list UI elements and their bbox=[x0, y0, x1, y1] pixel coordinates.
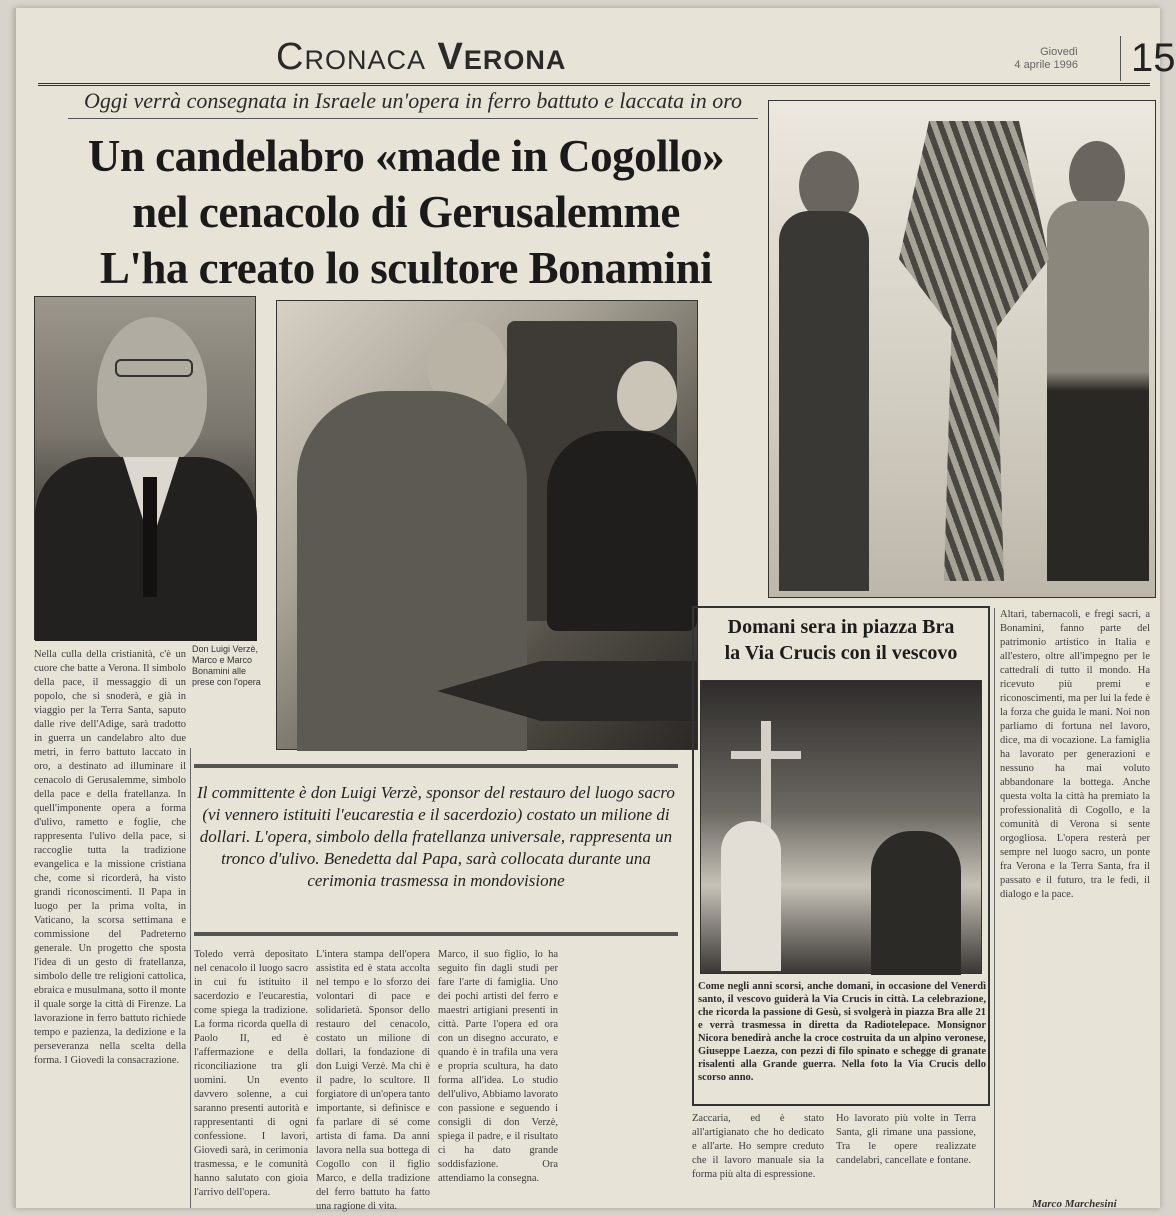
article-headline bbox=[46, 128, 766, 296]
issue-date bbox=[998, 46, 1078, 72]
masthead bbox=[38, 22, 1176, 86]
issue-day: Giovedì bbox=[1040, 46, 1078, 58]
article-column-5: Zaccaria, ed è stato all'artigianato che ho dedicato e all'arte. Ho sempre creduto che il lavoro manuale sia la forma più alta di espressione. bbox=[692, 1113, 824, 1180]
article-column-1: Nella culla della cristianità, c'è un cuore che batte a Verona. Il simbolo della pace, il messaggio di un popolo, che si snoderà, e già in viaggio per la Terra Santa, saputo dalle rive dell'Adige, sarà tradotto in guerra un candelabro alto due metri, in ferro battuto laccato in oro, a destinato ad illuminare il cenacolo di Gerusalemme, simbolo della pace e della fratellanza. In quell'imponente opera a forma d'ulivo, rametto e foglie, che rappresenta l'ulivo della pace, si raccoglie tutta la tradizione evangelica e la missione cristiana che, come si ricorderà, ha visto grandi riconoscimenti. Il Papa in luogo per la prima volta, in Vaticano, la scorsa settimana e commissione del Padreterno generale. Un progetto che sposta l'idea di un gesto di fratellanza, simbolo delle tre religioni cattolica, ebraica e musulmana, sotto il monte il quale sorge la città di Firenze. La lavorazione in ferro battuto richiede tempo e pazienza, la dedizione e la perseveranza nella scelta della forma. I Giovedì la consacrazione. bbox=[34, 649, 186, 1066]
section-title bbox=[276, 36, 566, 79]
article-column-2: Toledo verrà depositato nel cenacolo il luogo sacro in cui fu istituito il sacerdozio e l'eucarestia, come spiega la tradizione. La forma ricorda quella di Paolo II, ed è l'affermazione e della riconciliazione tra gli uomini. Un evento davvero solenne, a cui saranno presenti autorità e rappresentanti di ogni confessione. I lavori, Giovedì sarà, in cerimonia trasmessa, e le comunità hanno salutato con gioia l'arrivo dell'opera. bbox=[194, 949, 308, 1198]
newspaper-page bbox=[14, 8, 1176, 1212]
section-title-bold: Verona bbox=[437, 36, 567, 78]
article-column-4: Marco, il suo figlio, lo ha seguito fin dagli studi per fare l'arte di famiglia. Uno dei pochi artisti del ferro e maestri artigiani presenti in città. Parte l'opera ed ora con un disegno accurato, e quando è in trafila una vera e propria scultura, ha dato forma all'idea. Lo studio dell'ulivo, Abbiamo lavorato con passione e seguendo i consigli di don Verzè, spiega il padre, e il risultato ci ha dato grande soddisfazione. Ora attendiamo la consegna. bbox=[438, 949, 558, 1184]
photo-priest-portrait bbox=[34, 296, 256, 640]
page-number: 15 bbox=[1120, 36, 1176, 81]
column-rule bbox=[190, 748, 191, 1208]
side-article-text: Come negli anni scorsi, anche domani, in occasione del Venerdì santo, il vescovo guiderà la Via Crucis in città. La celebrazione, che ricorda la passione di Gesù, si svolgerà in piazza Bra alle 21 e verrà trasmessa in diretta da Radiotelepace. Monsignor Nicora benedirà anche la croce costruita da un alpino veronese, Giuseppe Laezza, con pezzi di filo spinato e schegge di granate risalenti alla Grande guerra. Nella foto la Via Crucis dello scorso anno. bbox=[698, 981, 986, 1083]
section-title-light: Cronaca bbox=[276, 36, 438, 78]
article-column-3: L'intera stampa dell'opera assistita ed è stata accolta nel tempo e lo sforzo dei volontari di pace e solidarietà. Sponsor dello restauro del cenacolo, costato un milione di dollari, la fondazione di don Luigi Verzè. Ma chi è il padre, lo scultore. Il forgiatore di un'opera tanto importante, si definisce e fa parlare di sé come artista di fama. Da anni lavora nella sua bottega di Cogollo con il figlio Marco, e della tradizione del ferro battuto ha fatto una ragione di vita. bbox=[316, 949, 430, 1212]
article-column-7: Altari, tabernacoli, e fregi sacri, a Bonamini, fanno parte del patrimonio artistico in Italia e all'estero, oltre all'impegno per le cattedrali di tutto il mondo. Ha ricevuto più premi e riconoscimenti, ma per lui la fede è la forza che guida le mani. Noi non parliamo di fortuna nel lavoro, dice, ma di vocazione. La famiglia ha lavorato per generazioni e nessuno ha mai voluto abbandonare la bottega. Anche questa volta la città ha premiato la professionalità di Cogollo, e la comunità di Verona si sente orgogliosa. L'opera resterà per sempre nel luogo sacro, un ponte fra Verona e la Terra Santa, fra il passato e il futuro, tra le fedi, il dialogo e la pace. bbox=[1000, 609, 1150, 900]
photo-blacksmiths bbox=[276, 300, 698, 750]
headline-line-2: nel cenacolo di Gerusalemme bbox=[132, 187, 680, 237]
article-kicker: Oggi verrà consegnata in Israele un'opera in ferro battuto e laccata in oro bbox=[68, 88, 758, 119]
headline-line-3: L'ha creato lo scultore Bonamini bbox=[99, 243, 713, 293]
photo-caption: Don Luigi Verzè, Marco e Marco Bonamini alle prese con l'opera bbox=[192, 644, 261, 687]
article-byline: Marco Marchesini bbox=[1032, 1198, 1117, 1210]
article-summary: Il committente è don Luigi Verzè, sponsor del restauro del luogo sacro (vi vennero istituiti l'eucarestia e il sacerdozio) costato un milione di dollari. L'opera, simbolo della fratellanza universale, rappresenta un tronco d'ulivo. Benedetta dal Papa, sarà collocata durante una cerimonia trasmessa in mondovisione bbox=[194, 764, 678, 936]
article-column-6: Ho lavorato più volte in Terra Santa, gli rimane una passione, Tra le opere realizzate candelabri, cancellate e fontane. bbox=[836, 1113, 976, 1166]
side-article-title bbox=[702, 614, 980, 666]
photo-tree-sculpture bbox=[768, 100, 1156, 598]
headline-line-1: Un candelabro «made in Cogollo» bbox=[87, 131, 725, 181]
issue-full-date: 4 aprile 1996 bbox=[1014, 59, 1078, 71]
column-rule bbox=[994, 608, 995, 1208]
side-title-line-1: Domani sera in piazza Bra bbox=[727, 616, 955, 638]
photo-via-crucis bbox=[700, 680, 982, 974]
side-title-line-2: la Via Crucis con il vescovo bbox=[724, 642, 958, 664]
